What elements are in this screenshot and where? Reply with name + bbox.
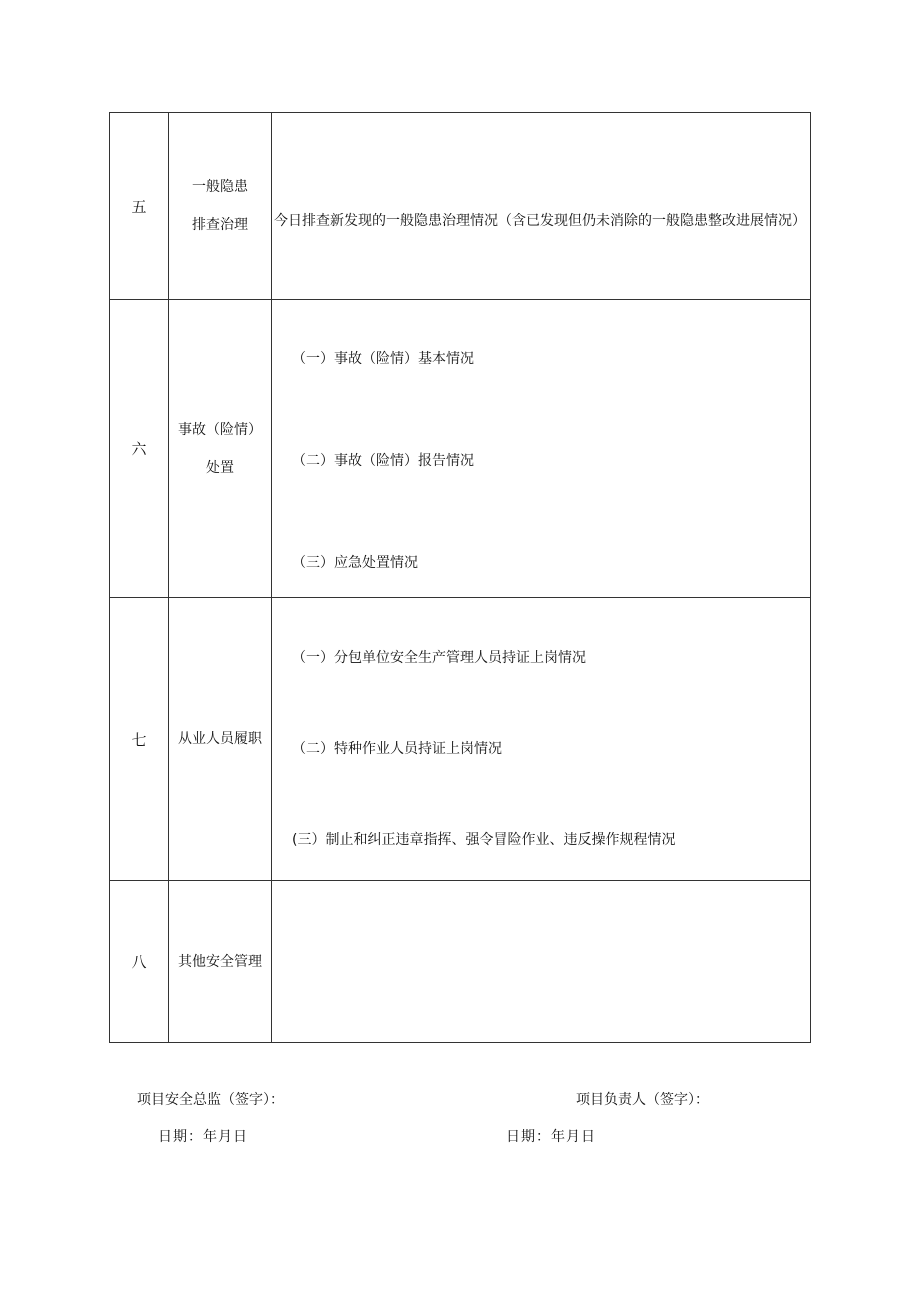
row-number: 六 [110, 300, 169, 598]
content-item: （一）分包单位安全生产管理人员持证上岗情况 [292, 650, 586, 666]
safety-director-date: 日期：年月日 [158, 1129, 248, 1145]
row-title-line: 事故（险情） [178, 421, 262, 438]
row-content[interactable] [272, 881, 811, 1043]
row-title-line: 排查治理 [192, 217, 248, 233]
row-content[interactable] [272, 113, 811, 300]
row-title-line: 一般隐患 [192, 179, 248, 195]
row-title [169, 881, 272, 1043]
content-item: （三）应急处置情况 [292, 554, 418, 571]
row-content[interactable] [272, 598, 811, 881]
content-item: （一）事故（险情）基本情况 [292, 350, 474, 367]
content-items [272, 324, 810, 574]
project-manager-date: 日期：年月日 [506, 1129, 596, 1145]
table-row [110, 113, 811, 300]
row-title [169, 598, 272, 881]
row-number: 八 [110, 881, 169, 1043]
table-row [110, 300, 811, 598]
row-title [169, 113, 272, 300]
table-row [110, 598, 811, 881]
row-title-line: 处置 [206, 459, 234, 476]
row-title-line: 从业人员履职 [178, 731, 262, 747]
table-row [110, 881, 811, 1043]
row-title-line: 其他安全管理 [178, 953, 262, 970]
content-note: 今日排查新发现的一般隐患治理情况（含已发现但仍未消除的一般隐患整改进展情况） [274, 212, 806, 229]
safety-report-table [109, 112, 811, 1043]
safety-director-signature-label: 项目安全总监（签字）： [137, 1092, 284, 1108]
project-manager-signature-label: 项目负责人（签字）： [576, 1092, 709, 1108]
row-number: 五 [110, 113, 169, 300]
row-number: 七 [110, 598, 169, 881]
content-items [272, 627, 810, 851]
content-item: (三）制止和纠正违章指挥、强令冒险作业、违反操作规程情况 [292, 832, 676, 848]
content-item: （二）事故（险情）报告情况 [292, 452, 474, 469]
row-content[interactable] [272, 300, 811, 598]
content-item: （二）特种作业人员持证上岗情况 [292, 741, 502, 757]
row-title [169, 300, 272, 598]
